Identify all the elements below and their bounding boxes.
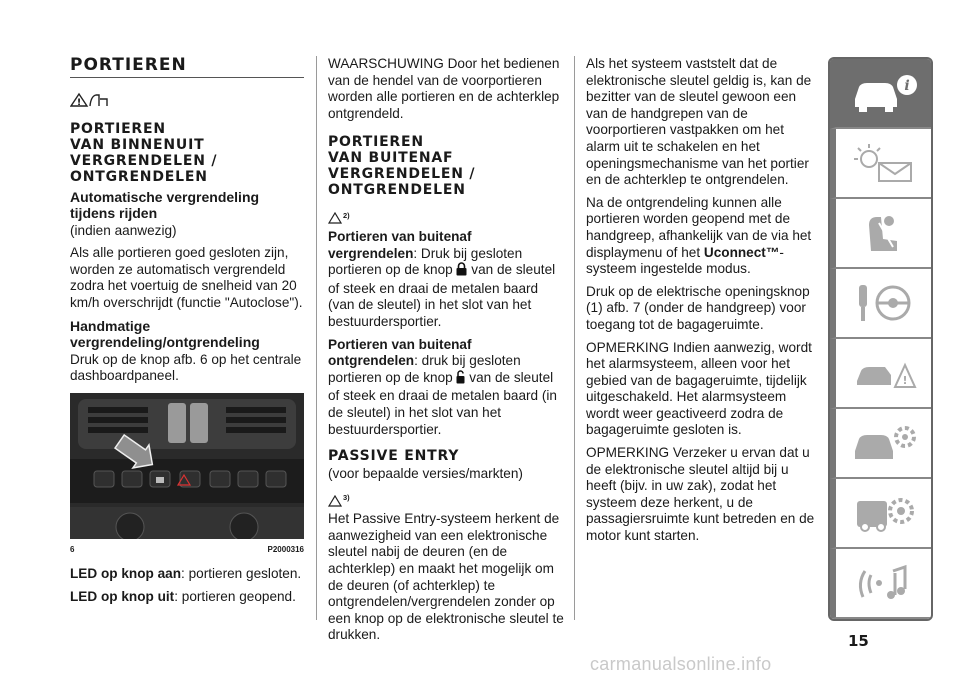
section-title-passive: PASSIVE ENTRY <box>328 448 460 465</box>
warning-text: WAARSCHUWING Door het bedienen van de hendel van de voorportieren worden alle portieren en de achterklep ontgrendeld. <box>328 56 560 121</box>
lock-ext-title: Portieren van buitenaf vergrendelen <box>328 228 472 261</box>
svg-text:!: ! <box>901 374 908 387</box>
page-number: 15 <box>848 632 869 650</box>
column-separator <box>574 56 575 620</box>
service-icon <box>849 421 919 465</box>
column-separator <box>316 56 317 620</box>
column-middle <box>328 40 564 650</box>
figure-dashboard <box>70 393 304 559</box>
svg-text:i: i <box>903 78 910 94</box>
chapter-tab-starting[interactable] <box>830 269 931 339</box>
car-info-icon <box>849 71 919 115</box>
chapter-sidebar <box>828 57 933 621</box>
warning-lights-icon <box>849 141 919 185</box>
paragraph-5: OPMERKING Verzeker u ervan dat u de elektronische sleutel altijd bij u heeft (bijv. in uw zak), zodat het systeem deze herkent, u de passagiersruimte kunt betreden en de motor kunt starten. <box>586 445 815 544</box>
key-steering-icon <box>849 281 919 325</box>
chapter-tab-safety[interactable] <box>830 199 931 269</box>
led-on-text: : portieren gesloten. <box>181 566 302 582</box>
dashboard-photo <box>70 393 304 539</box>
led-on-line <box>70 566 306 583</box>
unlock-ext-paragraph <box>328 337 564 439</box>
chapter-tab-index[interactable] <box>830 619 931 621</box>
emergency-icon <box>849 351 919 395</box>
figure-caption <box>70 542 304 559</box>
lock-icon <box>456 262 467 281</box>
figure-code: P2000316 <box>267 544 304 554</box>
section-title-outside: PORTIEREN VAN BUITENAF VERGRENDELEN / ONTGRENDELEN <box>328 134 476 199</box>
chapter-tab-multimedia[interactable] <box>830 549 931 619</box>
page-title: PORTIEREN <box>70 55 187 75</box>
paragraph-3: Druk op de elektrische openingsknop (1) afb. 7 (onder de handgreep) voor toegang tot de bagageruimte. <box>586 283 810 332</box>
figure-number: 6 <box>70 544 75 554</box>
chapter-tab-warning-lights[interactable] <box>830 129 931 199</box>
multimedia-icon <box>849 561 919 605</box>
lock-ext-paragraph <box>328 229 564 331</box>
chapter-tab-car-info[interactable] <box>830 59 931 129</box>
unlock-ext-text-a: : druk bij gesloten portieren op de knop <box>328 353 521 385</box>
chapter-tab-service[interactable] <box>830 409 931 479</box>
passive-note: (voor bepaalde versies/markten) <box>328 466 523 482</box>
seat-safety-icon <box>849 211 919 255</box>
led-off-line <box>70 589 306 606</box>
chapter-tab-emergency[interactable] <box>830 339 931 409</box>
led-on-label: LED op knop aan <box>70 566 182 582</box>
ref-number: 3) <box>343 493 350 503</box>
passive-text: Het Passive Entry-systeem herkent de aanwezigheid van een elektronische sleutel nabij de deuren (en de achterklep) en maakt het mogelijk om de deuren (of achterklep) te ontgrendelen/vergrendelen zonder op een knop op de elektronische sleutel te drukken. <box>328 511 564 643</box>
subtitle-manual-lock: Handmatige vergrendeling/ontgrendeling <box>70 317 260 350</box>
unlock-ext-title: Portieren van buitenaf ontgrendelen <box>328 336 472 369</box>
warning-ref-3 <box>328 491 350 507</box>
svg-text:!: ! <box>76 98 82 108</box>
watermark: carmanualsonline.info <box>590 654 772 674</box>
paragraph-2-b: -systeem ingestelde modus. <box>586 244 784 277</box>
ref-number: 2) <box>343 210 350 220</box>
paragraph-1: Als het systeem vaststelt dat de elektronische sleutel geldig is, kan de bezitter van de sleutel gewoon een van de handgrepen van de voorportieren vastpakken om het alarm uit te schakelen en het openingsmechanisme van het portier en de achterklep te ontgrendelen. <box>586 56 812 188</box>
unlock-ext-text-b: van de sleutel of steek en draai de metalen baard (in de sleutel) in het slot van het bestuurdersportier. <box>328 369 557 437</box>
led-off-label: LED op knop uit <box>70 588 175 604</box>
unlock-icon <box>456 370 465 389</box>
title-rule <box>70 77 304 78</box>
warning-triangle-icon <box>328 212 342 224</box>
uconnect-brand: Uconnect™ <box>703 244 780 260</box>
auto-lock-note: (indien aanwezig) <box>70 222 177 238</box>
column-left <box>70 40 306 612</box>
paragraph-2 <box>586 195 818 278</box>
technical-data-icon <box>849 491 919 535</box>
led-off-text: : portieren geopend. <box>174 588 296 604</box>
auto-lock-text: Als alle portieren goed gesloten zijn, worden ze automatisch vergrendeld zodra het voertuig de snelheid van 20 km/h overschrijdt (functie "Autoclose"). <box>70 245 303 310</box>
lock-ext-text-a: : Druk bij gesloten portieren op de knop <box>328 245 523 278</box>
warning-triangle-icon <box>328 495 342 507</box>
subtitle-auto-lock: Automatische vergrendeling tijdens rijden <box>70 188 260 221</box>
manual-lock-text: Druk op de knop afb. 6 op het centrale dashboardpaneel. <box>70 351 302 384</box>
paragraph-2-a: Na de ontgrendeling kunnen alle portieren worden geopend met de handgreep, afhankelijk van de via het displaymenu of het <box>586 194 812 260</box>
warning-triangle-icon <box>70 88 110 110</box>
paragraph-4: OPMERKING Indien aanwezig, wordt het alarmsysteem, alleen voor het gebied van de bagageruimte, tijdelijk uitgeschakeld. Het alarmsysteem wordt weer geactiveerd zodra de bagageruimte gesloten is. <box>586 339 812 438</box>
warning-ref-2 <box>328 202 350 224</box>
column-right <box>586 40 818 551</box>
lock-ext-text-b: van de sleutel of steek en draai de metalen baard (van de sleutel) in het slot van het bestuurdersportier. <box>328 262 556 329</box>
section-title-inside: PORTIEREN VAN BINNENUIT VERGRENDELEN / ONTGRENDELEN <box>70 120 218 185</box>
chapter-tab-technical-data[interactable] <box>830 479 931 549</box>
